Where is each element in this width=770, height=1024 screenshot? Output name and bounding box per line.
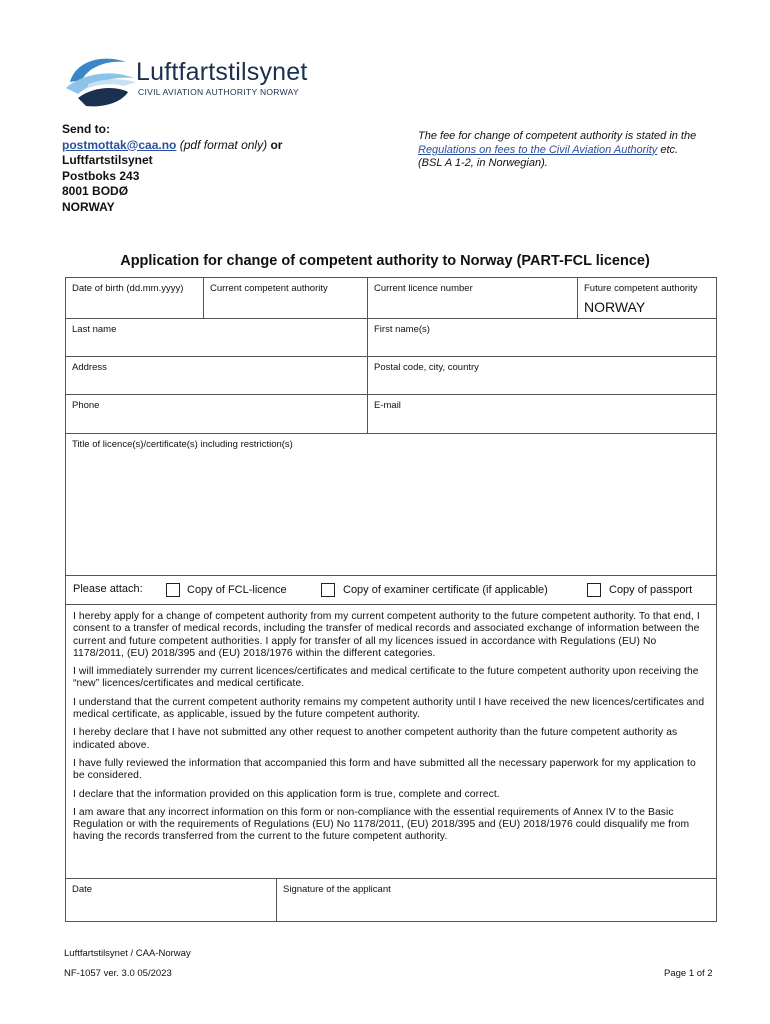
footer-page: Page 1 of 2 (664, 968, 713, 979)
postal-label: Postal code, city, country (374, 362, 479, 373)
fcl-licence-label: Copy of FCL-licence (187, 584, 287, 596)
date-field[interactable] (65, 878, 277, 922)
future-authority-label: Future competent authority (584, 283, 698, 294)
declaration-paragraph: I understand that the current competent authority remains my competent authority until I have received the new licences/certificates and medical certificate, as applicable, issued by the future competent authority. (73, 696, 705, 721)
fee-text-1: The fee for change of competent authority is stated in the (418, 130, 697, 142)
postal-field[interactable] (367, 356, 717, 395)
signature-field[interactable] (276, 878, 717, 922)
fee-regulations-link[interactable]: Regulations on fees to the Civil Aviation Authority (418, 143, 658, 156)
signature-label: Signature of the applicant (283, 884, 391, 895)
email-field[interactable] (367, 394, 717, 434)
licence-number-label: Current licence number (374, 283, 473, 294)
declaration-paragraph: I declare that the information provided on this application form is true, complete and correct. (73, 788, 500, 800)
phone-label: Phone (72, 400, 100, 411)
send-to-label: Send to: (62, 122, 110, 136)
passport-checkbox[interactable] (587, 583, 601, 597)
logo-subtitle: CIVIL AVIATION AUTHORITY NORWAY (138, 87, 299, 97)
future-authority-field (577, 277, 717, 319)
email-note: (pdf format only) (179, 137, 268, 152)
footer-version: NF-1057 ver. 3.0 05/2023 (64, 968, 172, 979)
page-title: Application for change of competent authority to Norway (PART-FCL licence) (120, 253, 650, 269)
passport-label: Copy of passport (609, 584, 693, 596)
first-names-field[interactable] (367, 318, 717, 357)
attach-row (65, 575, 717, 605)
street: Postboks 243 (62, 168, 140, 183)
or-text: or (270, 137, 283, 152)
first-names-label: First name(s) (374, 324, 430, 335)
dob-label: Date of birth (dd.mm.yyyy) (72, 283, 184, 294)
declaration-paragraph: I hereby declare that I have not submitted any other request to another competent authority than the future competent authority as indicated above. (73, 727, 678, 751)
footer-org: Luftfartstilsynet / CAA-Norway (64, 948, 191, 959)
declaration-paragraph: I am aware that any incorrect information on this form or non-compliance with the essential requirements of Annex IV to the Basic Regulation or with the requirements of Regulations (EU) No 1178/2011, (EU) 2018/395 and (EU) 2018/1976 could disqualify me from having the records transferred from the current to the future competent authority. (73, 806, 690, 843)
phone-field[interactable] (65, 394, 368, 434)
address-label: Address (72, 362, 107, 373)
fcl-licence-checkbox[interactable] (166, 583, 180, 597)
logo-wordmark: Luftfartstilsynet (136, 58, 308, 86)
fee-text-2: etc. (660, 143, 679, 156)
email-link[interactable]: postmottak@caa.no (62, 137, 177, 152)
send-to-block (62, 122, 282, 215)
current-authority-label: Current competent authority (210, 283, 328, 294)
email-label: E-mail (374, 400, 401, 411)
declaration-paragraph: I have fully reviewed the information that accompanied this form and have submitted all the necessary paperwork for my application to be considered. (73, 757, 696, 782)
city: 8001 BODØ (62, 184, 129, 198)
address-field[interactable] (65, 356, 368, 395)
last-name-field[interactable] (65, 318, 368, 357)
last-name-label: Last name (72, 324, 117, 335)
current-authority-field[interactable] (203, 277, 368, 319)
licence-title-label: Title of licence(s)/certificate(s) including restriction(s) (72, 439, 293, 450)
future-authority-value: NORWAY (584, 299, 646, 315)
examiner-certificate-label: Copy of examiner certificate (if applicable) (343, 584, 548, 596)
fee-text-3: (BSL A 1-2, in Norwegian). (418, 157, 548, 169)
country: NORWAY (62, 199, 115, 214)
declaration-paragraph: I will immediately surrender my current licences/certificates and medical certificate to the future competent authority upon receiving the “new” licences/certificates and medical certificate. (73, 666, 699, 690)
licence-title-field[interactable] (65, 433, 717, 576)
fee-note (418, 130, 738, 171)
dob-field[interactable] (65, 277, 204, 319)
attach-label: Please attach: (73, 583, 143, 595)
application-form (65, 277, 717, 922)
declarations-block (65, 604, 717, 879)
licence-number-field[interactable] (367, 277, 578, 319)
declaration-paragraph: I hereby apply for a change of competent authority from my current competent authority to the future competent authority. To that end, I consent to a transfer of medical records, including the transfer of medical records and associated exchange of information between the current and future competent authorities. I apply for transfer of all my licences issued in accordance with Regulations (EU) No 1178/2011, (EU) 2018/395 and (EU) 2018/1976 within the different categories. (73, 611, 700, 659)
examiner-certificate-checkbox[interactable] (321, 583, 335, 597)
org-name: Luftfartstilsynet (62, 153, 153, 167)
date-label: Date (72, 884, 93, 895)
